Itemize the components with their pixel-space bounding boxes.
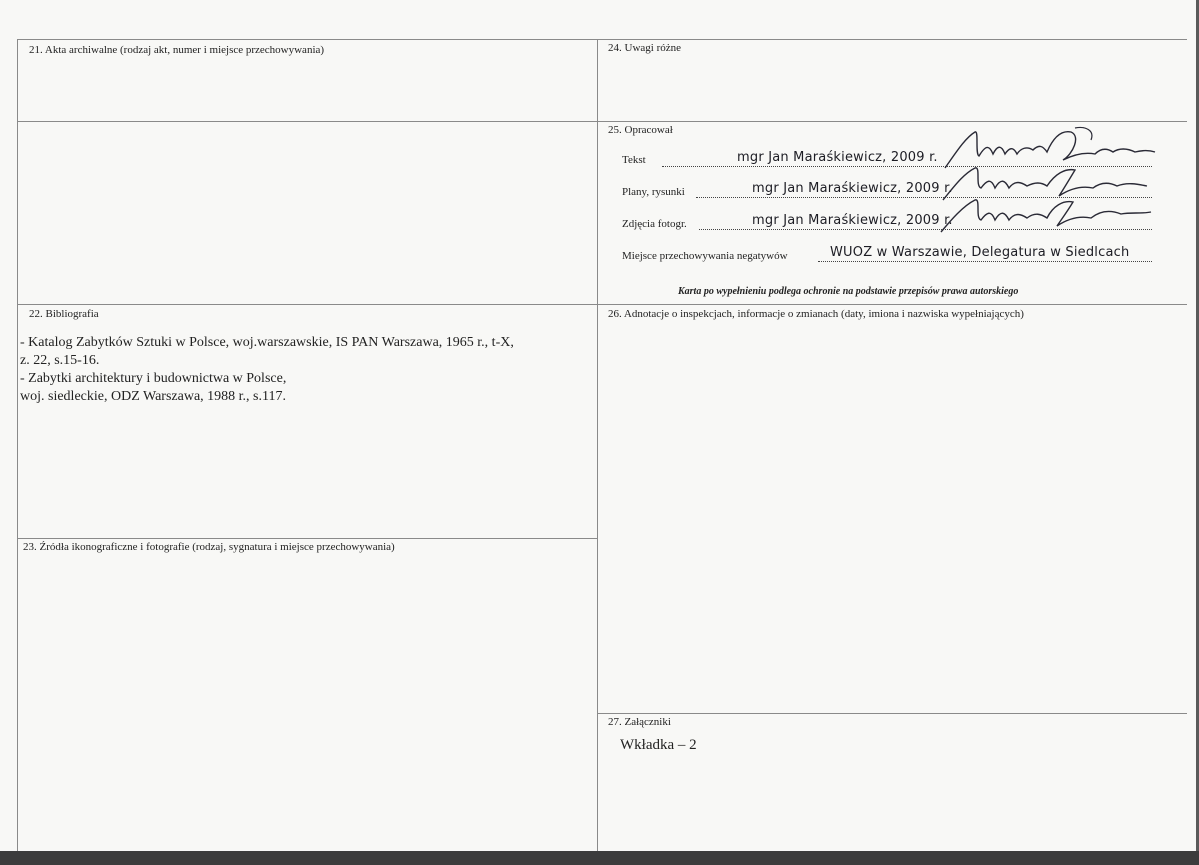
bibliography-line-2: z. 22, s.15-16. <box>20 353 100 368</box>
author-photos-value: mgr Jan Maraśkiewicz, 2009 r. <box>752 213 953 228</box>
bibliography-line-1: - Katalog Zabytków Sztuki w Polsce, woj.warszawskie, IS PAN Warszawa, 1965 r., t-X, <box>20 335 514 350</box>
scan-edge-bottom <box>0 851 1199 865</box>
signature-photos-row <box>935 190 1165 236</box>
author-plans-label: Plany, rysunki <box>622 186 685 198</box>
divider-22 <box>17 304 1187 305</box>
section-22-label: 22. Bibliografia <box>29 308 99 320</box>
section-23-label: 23. Źródła ikonograficzne i fotografie (rodzaj, sygnatura i miejsce przechowywania) <box>23 541 395 553</box>
negatives-dots <box>818 261 1152 262</box>
section-27-label: 27. Załączniki <box>608 716 671 728</box>
section-25-label: 25. Opracował <box>608 124 673 136</box>
attachments-value: Wkładka – 2 <box>620 737 697 753</box>
top-border-line <box>17 39 1187 40</box>
author-plans-value: mgr Jan Maraśkiewicz, 2009 r. <box>752 181 953 196</box>
section-21-label: 21. Akta archiwalne (rodzaj akt, numer i miejsce przechowywania) <box>29 44 325 56</box>
negatives-label: Miejsce przechowywania negatywów <box>622 250 788 262</box>
divider-27 <box>598 713 1187 714</box>
divider-23 <box>17 538 597 539</box>
section-24-label: 24. Uwagi różne <box>608 42 682 54</box>
center-column-line <box>597 39 598 851</box>
author-text-value: mgr Jan Maraśkiewicz, 2009 r. <box>737 150 938 165</box>
author-photos-label: Zdjęcia fotogr. <box>622 218 687 230</box>
divider-24-25 <box>598 121 1187 122</box>
section-26-label: 26. Adnotacje o inspekcjach, informacje o zmianach (daty, imiona i nazwiska wypełniających) <box>608 308 1024 320</box>
bibliography-line-4: woj. siedleckie, ODZ Warszawa, 1988 r., s.117. <box>20 389 286 404</box>
author-text-label: Tekst <box>622 154 646 166</box>
negatives-value: WUOZ w Warszawie, Delegatura w Siedlcach <box>830 245 1130 260</box>
left-border-line <box>17 39 18 851</box>
divider-21-left <box>17 121 597 122</box>
copyright-note: Karta po wypełnieniu podlega ochronie na podstawie przepisów prawa autorskiego <box>678 286 1019 297</box>
bibliography-line-3: - Zabytki architektury i budownictwa w Polsce, <box>20 371 287 386</box>
